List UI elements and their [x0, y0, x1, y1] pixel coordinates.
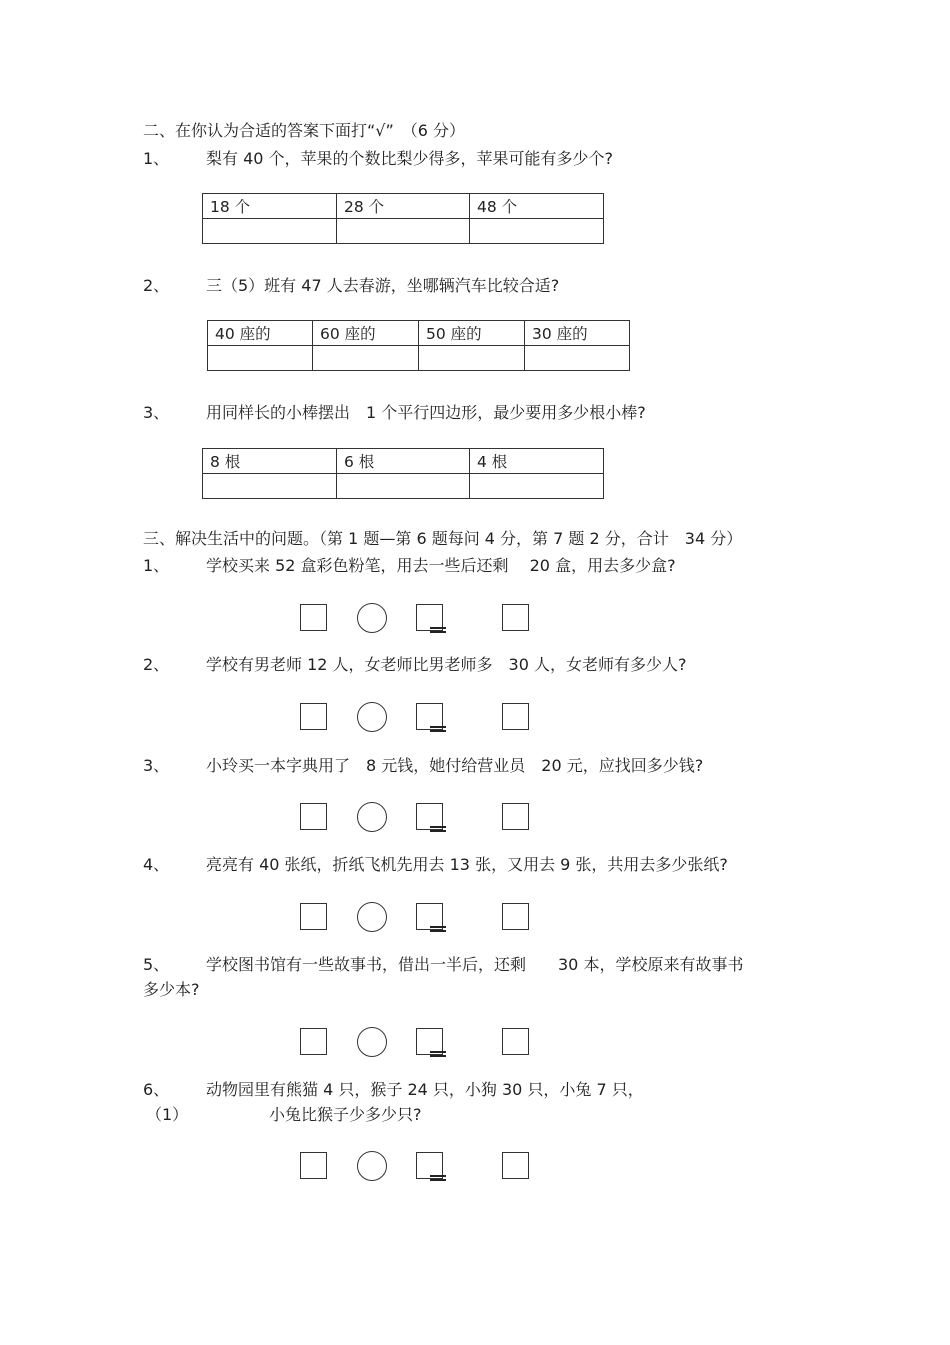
result-box[interactable] [502, 803, 529, 830]
question-text: 用同样长的小棒摆出 1 个平行四边形，最少要用多少根小棒? [206, 403, 646, 422]
section-3-title: 三、解决生活中的问题。（第 1 题—第 6 题每问 4 分，第 7 题 2 分，合计 34 分） [143, 529, 743, 548]
problem-number: 1、 [143, 556, 170, 575]
equation-blanks [300, 1024, 540, 1060]
operand-box[interactable] [300, 1028, 327, 1055]
equals-sign [430, 726, 446, 732]
question-text: 梨有 40 个，苹果的个数比梨少得多，苹果可能有多少个? [206, 149, 614, 168]
question-number: 1、 [143, 149, 170, 168]
problem-number: 4、 [143, 855, 170, 874]
problem-number: 3、 [143, 756, 170, 775]
answer-cell[interactable] [313, 346, 419, 371]
problem-text: 动物园里有熊猫 4 只，猴子 24 只，小狗 30 只，小兔 7 只， [206, 1080, 644, 1099]
operator-circle[interactable] [357, 802, 387, 832]
equals-sign [430, 1175, 446, 1181]
problem-text: 学校买来 52 盒彩色粉笔，用去一些后还剩 20 盒，用去多少盒? [206, 556, 676, 575]
problem-number: 6、 [143, 1080, 170, 1099]
option-label: 18 个 [203, 194, 337, 219]
result-box[interactable] [502, 1028, 529, 1055]
question-number: 3、 [143, 403, 170, 422]
question-number: 2、 [143, 276, 170, 295]
options-table [202, 193, 604, 244]
equation-blanks [300, 899, 540, 935]
operand-box[interactable] [300, 703, 327, 730]
answer-cell[interactable] [203, 219, 337, 244]
equals-sign [430, 926, 446, 932]
option-label: 30 座的 [525, 321, 630, 346]
answer-cell[interactable] [203, 474, 337, 499]
options-table [202, 448, 604, 499]
answer-cell[interactable] [419, 346, 525, 371]
result-box[interactable] [502, 703, 529, 730]
problem-text: 学校有男老师 12 人，女老师比男老师多 30 人，女老师有多少人? [206, 655, 687, 674]
result-box[interactable] [502, 1152, 529, 1179]
operator-circle[interactable] [357, 603, 387, 633]
equation-blanks [300, 1148, 540, 1184]
sub-question-text: 小兔比猴子少多少只? [269, 1105, 422, 1124]
answer-cell[interactable] [525, 346, 630, 371]
equals-sign [430, 826, 446, 832]
option-label: 6 根 [337, 449, 470, 474]
section-2-title: 二、在你认为合适的答案下面打“√” （6 分） [143, 121, 466, 140]
option-label: 48 个 [470, 194, 604, 219]
answer-cell[interactable] [337, 474, 470, 499]
option-label: 28 个 [337, 194, 470, 219]
answer-cell[interactable] [208, 346, 313, 371]
result-box[interactable] [502, 604, 529, 631]
operator-circle[interactable] [357, 702, 387, 732]
operand-box[interactable] [300, 903, 327, 930]
equation-blanks [300, 600, 540, 636]
operand-box[interactable] [300, 604, 327, 631]
answer-cell[interactable] [470, 219, 604, 244]
equals-sign [430, 1051, 446, 1057]
operator-circle[interactable] [357, 1027, 387, 1057]
answer-cell[interactable] [337, 219, 470, 244]
problem-text: 小玲买一本字典用了 8 元钱，她付给营业员 20 元，应找回多少钱? [206, 756, 704, 775]
equation-blanks [300, 699, 540, 735]
sub-question-number: （1） [146, 1105, 189, 1124]
option-label: 50 座的 [419, 321, 525, 346]
equals-sign [430, 627, 446, 633]
options-table [207, 320, 630, 371]
option-label: 60 座的 [313, 321, 419, 346]
problem-text: 学校图书馆有一些故事书，借出一半后，还剩 30 本，学校原来有故事书 [206, 955, 744, 974]
problem-number: 5、 [143, 955, 170, 974]
option-label: 4 根 [470, 449, 604, 474]
answer-cell[interactable] [470, 474, 604, 499]
problem-text: 亮亮有 40 张纸，折纸飞机先用去 13 张，又用去 9 张，共用去多少张纸? [206, 855, 728, 874]
problem-number: 2、 [143, 655, 170, 674]
operand-box[interactable] [300, 803, 327, 830]
equation-blanks [300, 799, 540, 835]
operand-box[interactable] [300, 1152, 327, 1179]
problem-text-continued: 多少本? [143, 980, 200, 999]
operator-circle[interactable] [357, 1151, 387, 1181]
operator-circle[interactable] [357, 902, 387, 932]
question-text: 三（5）班有 47 人去春游，坐哪辆汽车比较合适? [206, 276, 560, 295]
result-box[interactable] [502, 903, 529, 930]
option-label: 40 座的 [208, 321, 313, 346]
option-label: 8 根 [203, 449, 337, 474]
